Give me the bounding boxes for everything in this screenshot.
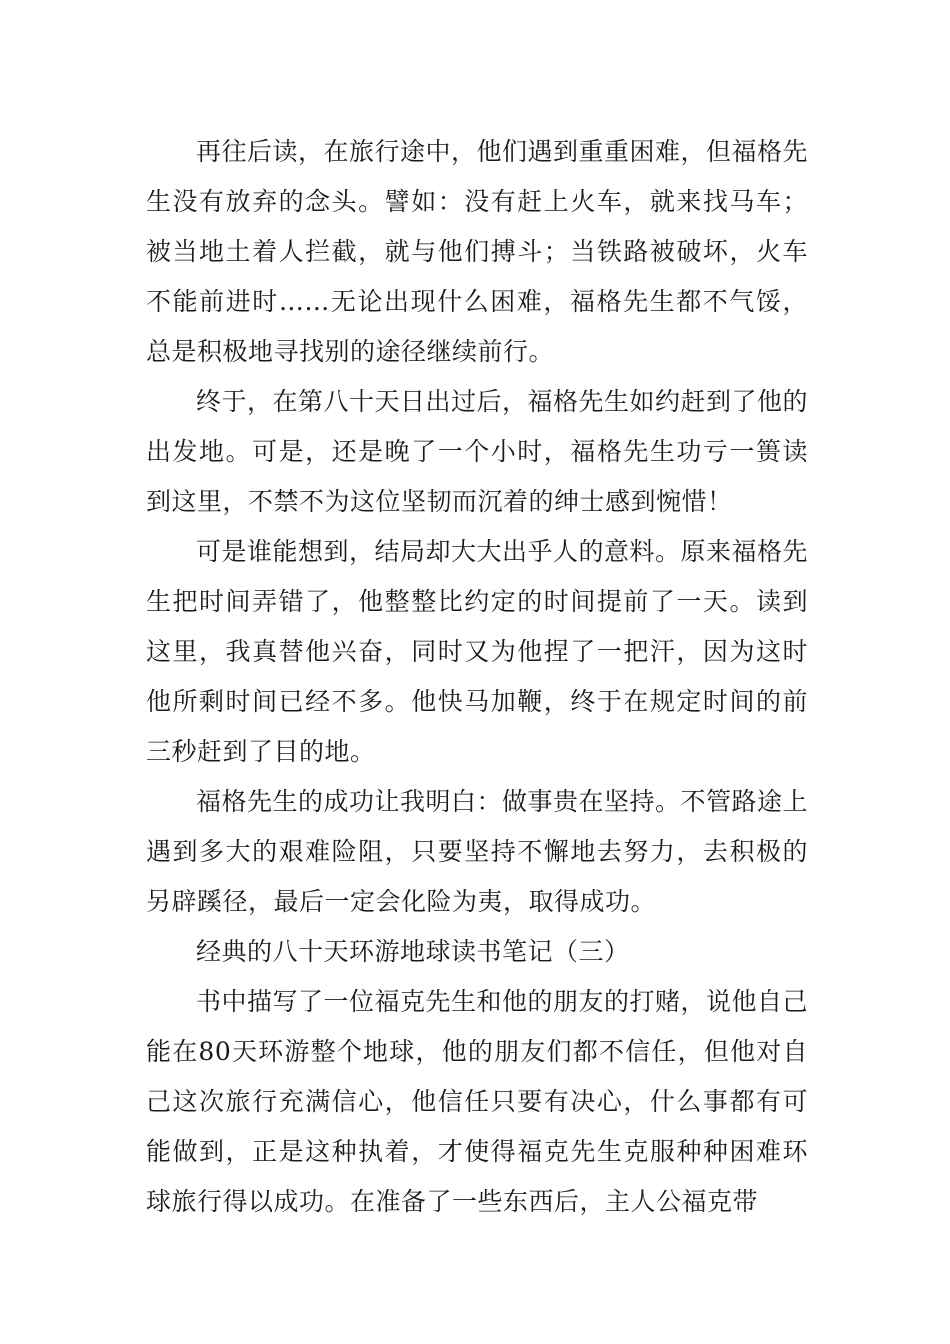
paragraph-eightieth-day: 终于，在第八十天日出过后，福格先生如约赶到了他的出发地。可是，还是晚了一个小时，福格先生功亏一篑读到这里，不禁不为这位坚韧而沉着的绅士感到惋惜！	[146, 387, 809, 516]
document-body	[146, 127, 808, 1227]
paragraph-journey-difficulties: 再往后读，在旅行途中，他们遇到重重困难，但福格先生没有放弃的念头。譬如：没有赶上火车，就来找马车；被当地土着人拦截，就与他们搏斗；当铁路被破坏，火车不能前进时……无论出现什么困难，福格先生都不气馁，总是积极地寻找别的途径继续前行。	[146, 137, 809, 366]
paragraph-unexpected-ending: 可是谁能想到，结局却大大出乎人的意料。原来福格先生把时间弄错了，他整整比约定的时间提前了一天。读到这里，我真替他兴奋，同时又为他捏了一把汗，因为这时他所剩时间已经不多。他快马加鞭，终于在规定时间的前三秒赶到了目的地。	[146, 537, 809, 766]
paragraph-lesson: 福格先生的成功让我明白：做事贵在坚持。不管路途上遇到多大的艰难险阻，只要坚持不懈地去努力，去积极的另辟蹊径，最后一定会化险为夷，取得成功。	[146, 787, 809, 916]
section-heading: 经典的八十天环游地球读书笔记（三）	[196, 937, 630, 966]
paragraph-section-intro: 书中描写了一位福克先生和他的朋友的打赌，说他自己能在80天环游整个地球，他的朋友们都不信任，但他对自己这次旅行充满信心，他信任只要有决心，什么事都有可能做到，正是这种执着，才使得福克先生克服种种困难环球旅行得以成功。在准备了一些东西后，主人公福克带	[146, 987, 809, 1216]
